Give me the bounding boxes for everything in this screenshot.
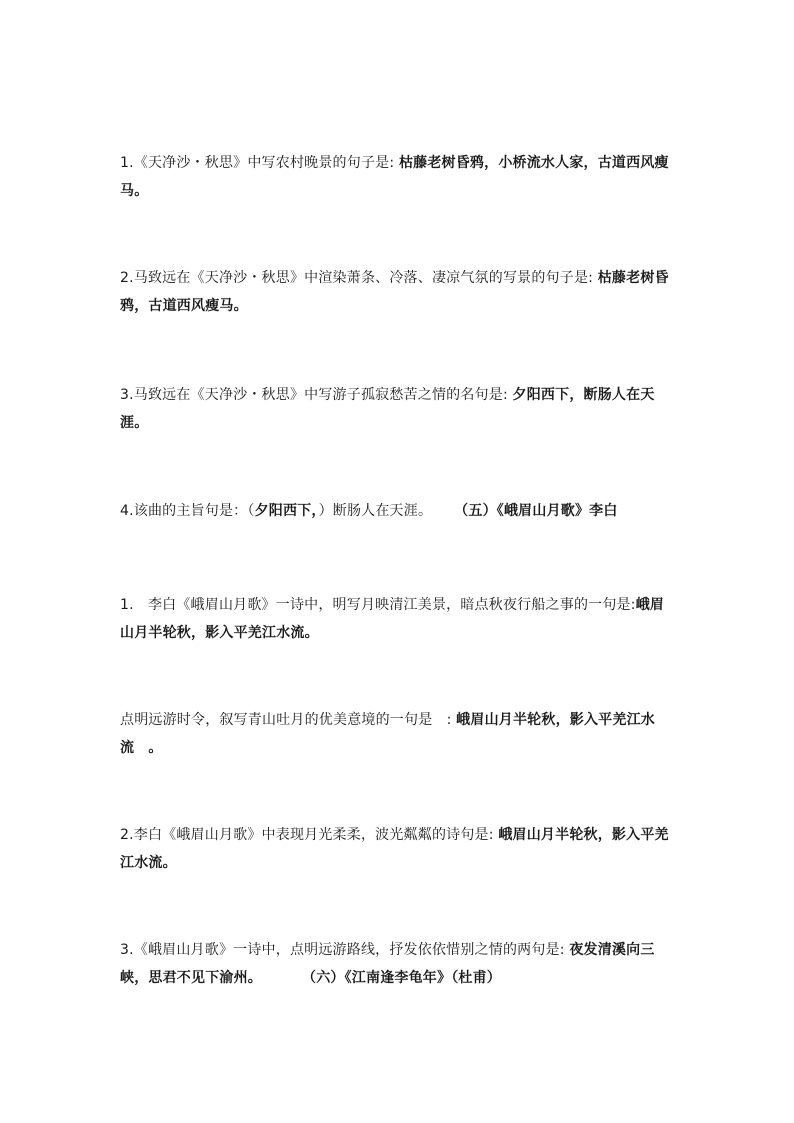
answer-text: 夜发清溪向三峡，思君不见下渝州。 [120, 942, 655, 986]
paragraph [120, 706, 676, 762]
paragraph [120, 497, 676, 525]
answer-text: 峨眉山月半轮秋，影入平羌江水流 [120, 712, 655, 756]
paragraph [120, 936, 676, 992]
paragraph-text: 2.李白《峨眉山月歌》中表现月光柔柔，波光粼粼的诗句是: [120, 827, 499, 843]
paragraph [120, 149, 676, 205]
answer-text: 枯藤老树昏鸦，古道西风瘦马。 [120, 270, 669, 314]
paragraph-text: 1. 李白《峨眉山月歌》一诗中，明写月映清江美景，暗点秋夜行船之事的一句是: [120, 597, 636, 613]
answer-text: 夕阳西下， [254, 503, 319, 519]
answer-text: 枯藤老树昏鸦，小桥流水人家，古道西风瘦马。 [120, 155, 669, 199]
paragraph-text: 3.《峨眉山月歌》一诗中，点明远游路线，抒发依依惜别之情的两句是: [120, 942, 570, 958]
answer-text: 峨眉山月半轮秋，影入平羌江水流。 [120, 827, 669, 871]
paragraph-text: 2.马致远在《天净沙・秋思》中渲染萧条、冷落、凄凉气氛的写景的句子是: [120, 270, 598, 286]
paragraph [120, 381, 676, 437]
paragraph [120, 821, 676, 877]
answer-text: 夕阳西下，断肠人在天涯。 [120, 387, 655, 431]
section-heading: （六）《江南逢李龟年》（杜甫） [302, 970, 501, 986]
answer-text: 峨眉山月半轮秋，影入平羌江水流。 [120, 597, 665, 641]
paragraph-text: 3.马致远在《天净沙・秋思》中写游子孤寂愁苦之情的名句是: [120, 387, 513, 403]
section-heading: （五）《峨眉山月歌》李白 [454, 503, 618, 519]
answer-tail: 。 [134, 740, 163, 756]
paragraph-text: ）断肠人在天涯。 [318, 503, 433, 519]
paragraph [120, 591, 676, 647]
paragraph-text: 点明远游时令，叙写青山吐月的优美意境的一句是 : [120, 712, 457, 728]
paragraph [120, 264, 676, 320]
paragraph-text: 1.《天净沙・秋思》中写农村晚景的句子是: [120, 155, 399, 171]
paragraph-text: 4.该曲的主旨句是：（ [120, 503, 255, 519]
